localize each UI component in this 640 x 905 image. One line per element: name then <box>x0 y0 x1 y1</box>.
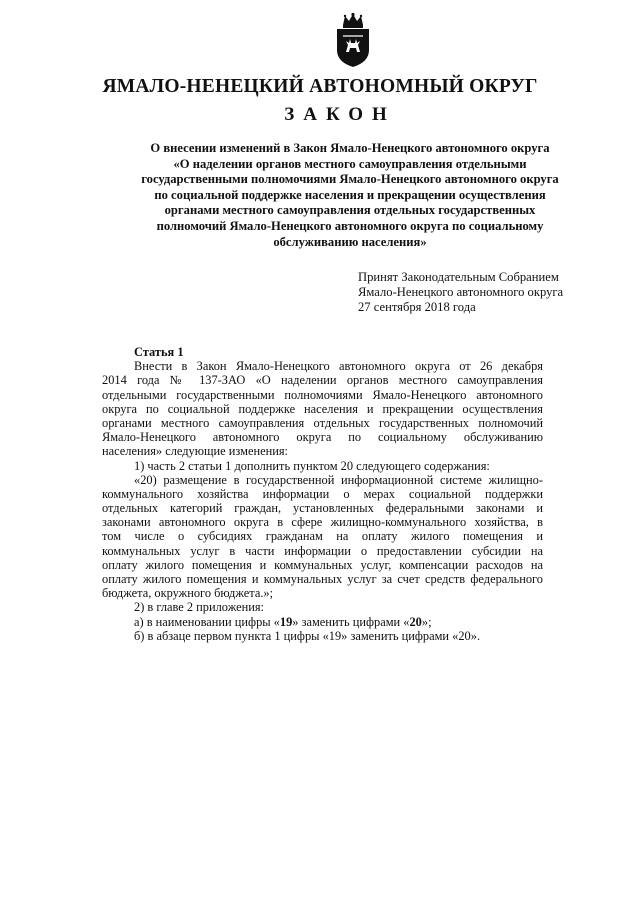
paragraph-line: 2014 года № 137-ЗАО «О наделении органов местного самоуправления <box>102 373 543 388</box>
paragraph-line: Внести в Закон Ямало-Ненецкого автономного округа от 26 декабря <box>134 359 543 374</box>
quote-line: отдельных категорий граждан, установленных федеральными законами и <box>102 501 543 516</box>
document-type: ЗАКОН <box>284 104 396 125</box>
adoption-date: 27 сентября 2018 года <box>358 300 476 314</box>
law-title-line: органами местного самоуправления отдельных государственных <box>164 203 536 218</box>
paragraph-line: отдельными государственными полномочиями Ямало-Ненецкого автономного <box>102 387 543 402</box>
quote-line: бюджета, окружного бюджета.»; <box>102 586 274 601</box>
article-heading: Статья 1 <box>134 345 184 359</box>
list-item-2b: б) в абзаце первом пункта 1 цифры «19» заменить цифрами «20». <box>134 628 481 643</box>
quote-line: коммунальных услуг в части информации о предоставлении субсидии на <box>102 543 543 558</box>
quote-line: оплату жилого помещения и коммунальных услуг, компенсации расходов на <box>102 557 543 572</box>
coat-of-arms-icon <box>333 12 373 68</box>
quote-line: «20) размещение в государственной информационной системе жилищно- <box>134 472 543 487</box>
paragraph-line: округа по социальной поддержке населения и прекращении осуществления <box>102 401 543 416</box>
item-2a-new-number: 20 <box>409 614 422 629</box>
law-title-line: «О наделении органов местного самоуправления отдельными <box>173 156 527 171</box>
paragraph-line: Ямало-Ненецкого автономного округа по социальному обслуживанию <box>102 430 543 445</box>
item-2a-text: а) в наименовании цифры « <box>134 614 280 629</box>
list-item-2: 2) в главе 2 приложения: <box>134 600 264 615</box>
adoption-line: Принят Законодательным Собранием <box>358 270 559 284</box>
law-title-line: полномочий Ямало-Ненецкого автономного округа по социальному <box>156 218 544 233</box>
adoption-line: Ямало-Ненецкого автономного округа <box>358 285 564 299</box>
region-title: ЯМАЛО-НЕНЕЦКИЙ АВТОНОМНЫЙ ОКРУГ <box>102 76 538 97</box>
law-title-line: О внесении изменений в Закон Ямало-Ненецкого автономного округа <box>150 141 550 155</box>
list-item-1: 1) часть 2 статьи 1 дополнить пунктом 20 следующего содержания: <box>134 458 490 473</box>
item-2a-text: »; <box>421 614 432 629</box>
law-title <box>100 141 600 250</box>
quote-line: коммунального хозяйства информации о мерах социальной поддержки <box>102 486 543 501</box>
paragraph-line: органами местного самоуправления отдельных государственных полномочий <box>102 415 543 430</box>
paragraph-line: населения» следующие изменения: <box>102 444 288 459</box>
quote-line: оплату жилого помещения и коммунальных услуг за счет средств федерального <box>102 572 543 586</box>
quote-line: законами автономного округа в сфере жилищно-коммунального хозяйства, в <box>102 515 543 530</box>
law-title-line: государственными полномочиями Ямало-Ненецкого автономного округа <box>141 172 559 187</box>
item-2a-text: » заменить цифрами « <box>292 614 410 629</box>
quote-line: том числе о субсидиях гражданам на оплату жилого помещения и <box>102 529 543 544</box>
adoption-note <box>358 270 563 315</box>
list-item-2a <box>102 615 543 629</box>
law-title-line: обслуживанию населения» <box>273 234 427 249</box>
item-2a-old-number: 19 <box>279 614 293 629</box>
article-body <box>102 345 543 643</box>
law-title-line: по социальной поддержке населения и прекращении осуществления <box>154 187 546 202</box>
